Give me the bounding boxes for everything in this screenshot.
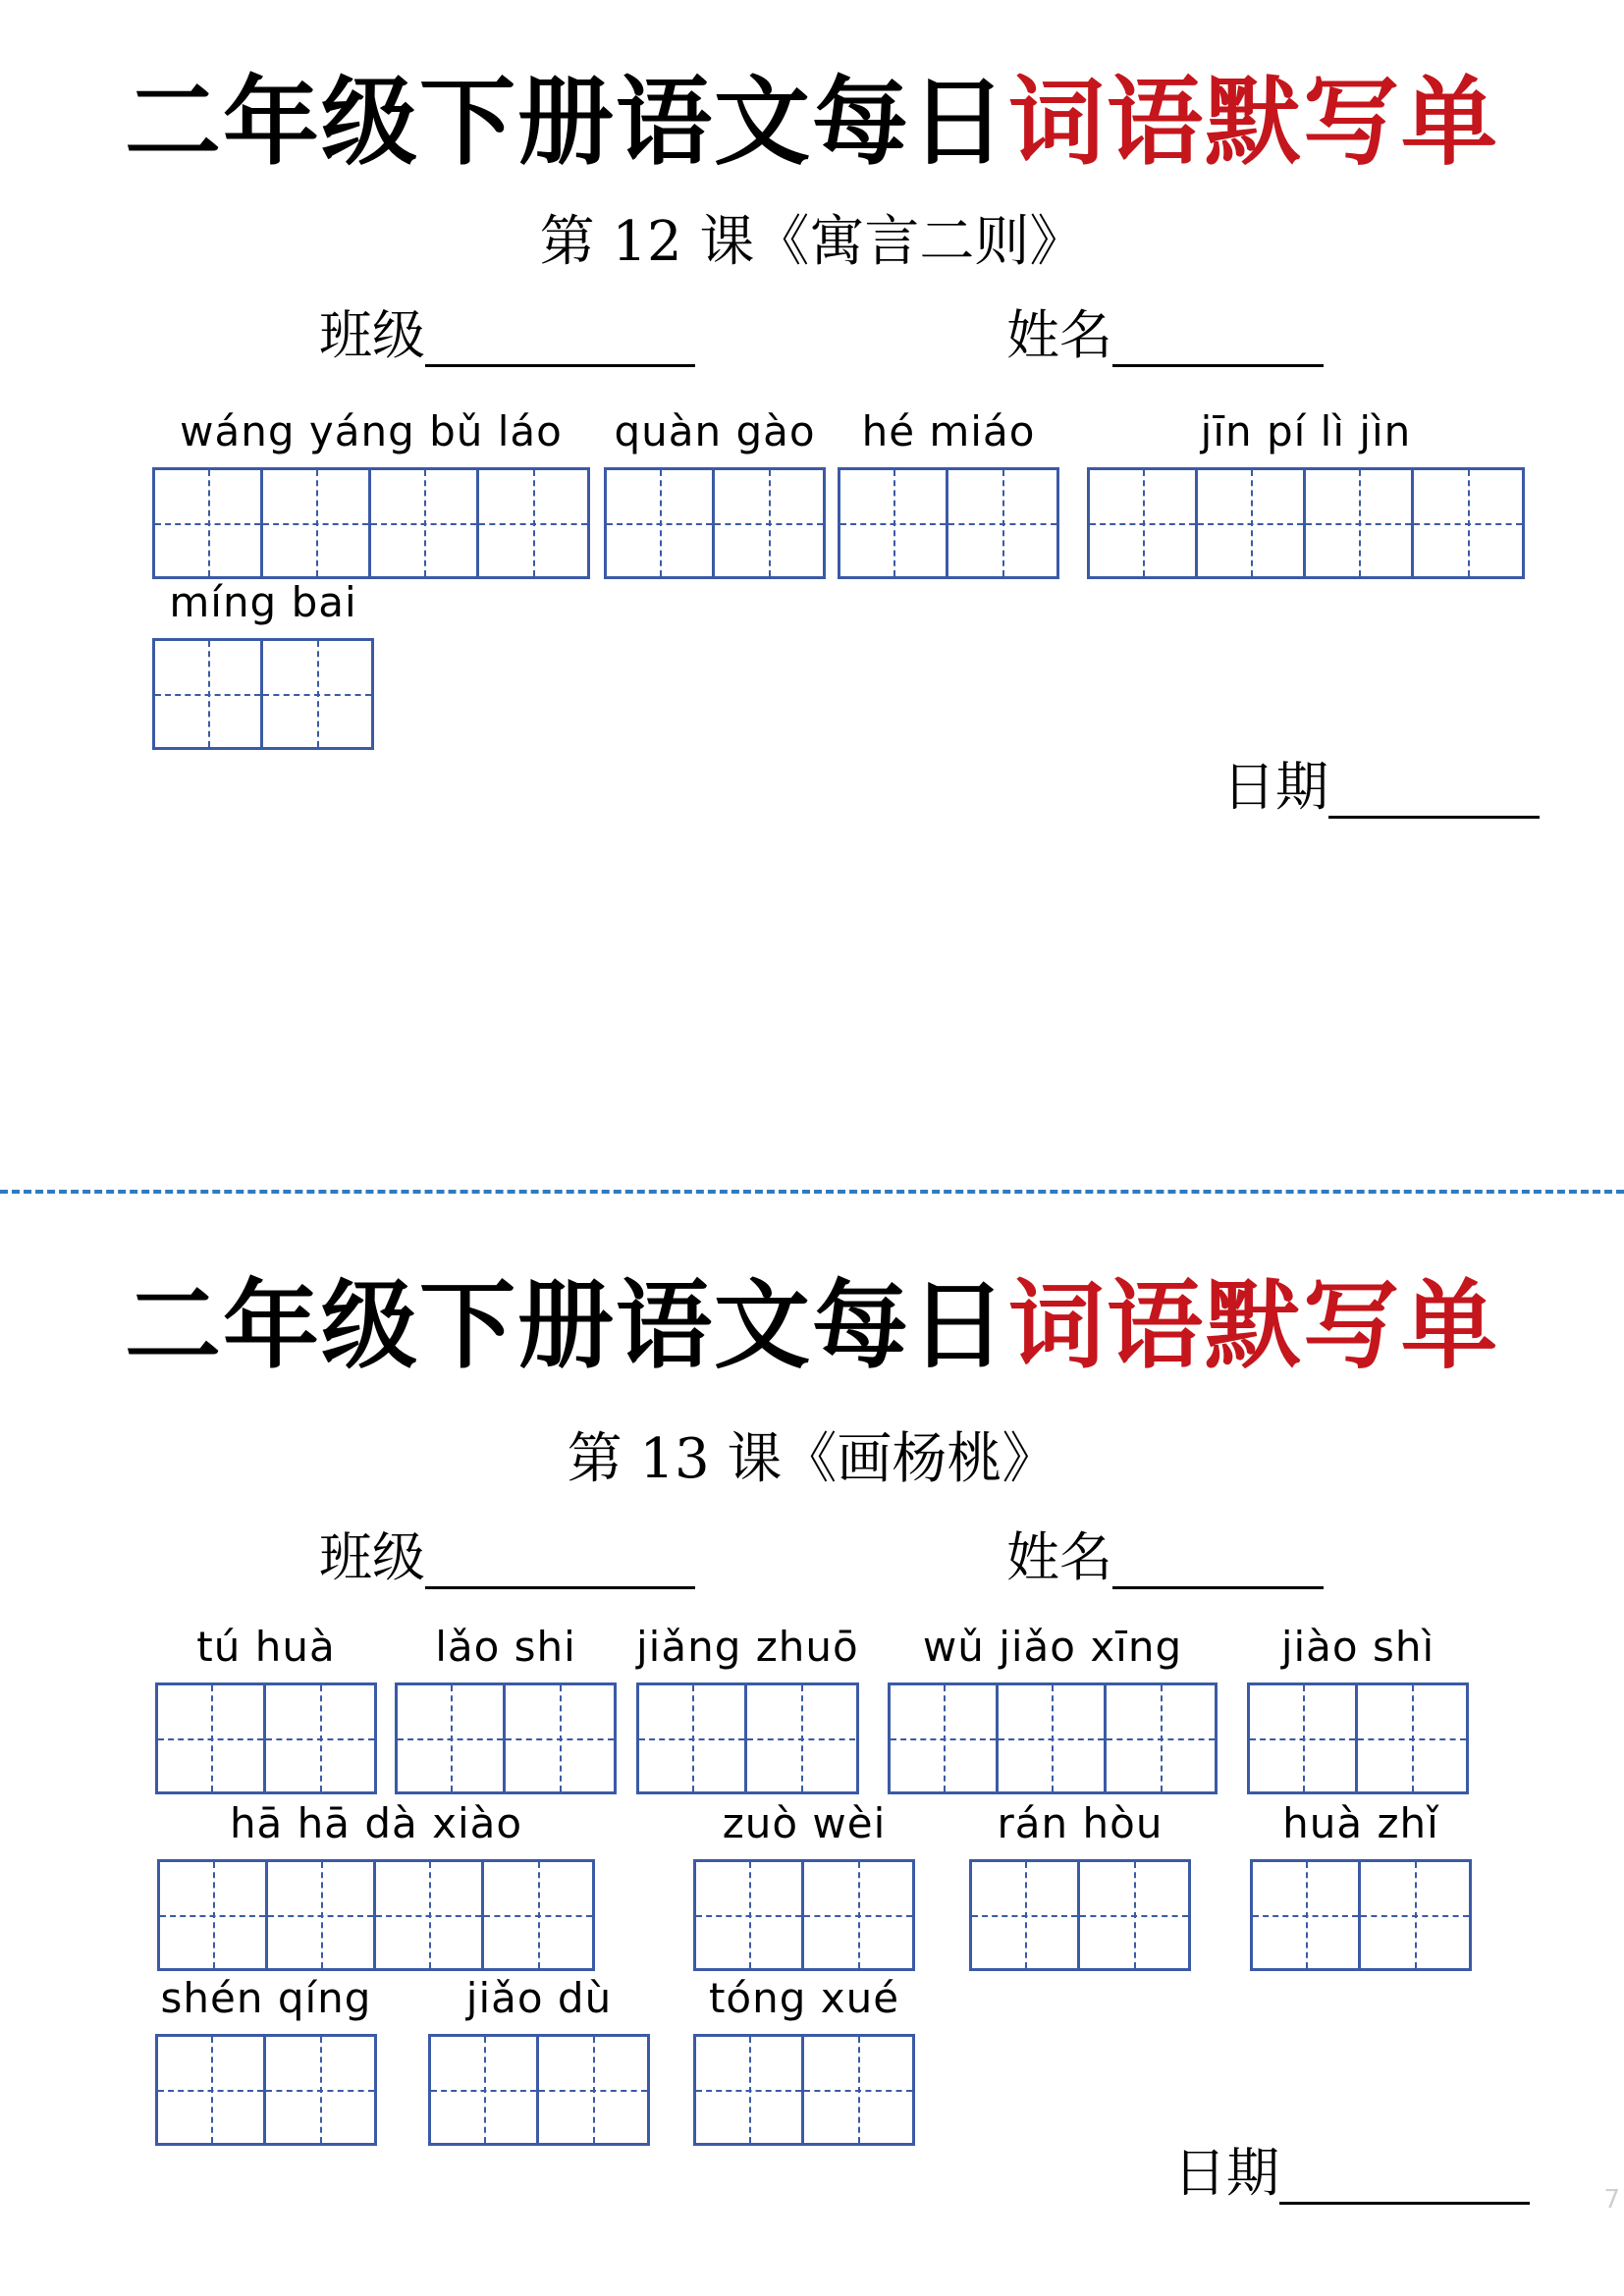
writing-grid[interactable] <box>604 467 826 579</box>
writing-cell[interactable] <box>607 470 715 576</box>
writing-cell[interactable] <box>1414 470 1522 576</box>
sheet2-date-field[interactable] <box>1173 2142 1530 2205</box>
sheet2-class-blank[interactable] <box>425 1537 695 1589</box>
sheet2-word-12 <box>693 1971 915 2146</box>
sheet1-title-red: 词语默写单 <box>1008 67 1500 179</box>
sheet1-title-black: 二年级下册语文每日 <box>124 67 1008 179</box>
pinyin-label: jiào shì <box>1280 1623 1435 1671</box>
sheet2-title-red: 词语默写单 <box>1008 1270 1500 1382</box>
writing-cell[interactable] <box>1253 1862 1361 1968</box>
writing-cell[interactable] <box>1306 470 1414 576</box>
writing-cell[interactable] <box>158 2037 266 2143</box>
page-number: 7 <box>1603 2185 1620 2215</box>
pinyin-label: jiǎng zhuō <box>636 1623 859 1671</box>
sheet2-word-10 <box>155 1971 377 2146</box>
sheet1-class-blank[interactable] <box>425 315 695 367</box>
writing-cell[interactable] <box>398 1685 506 1791</box>
sheet1-date-blank[interactable] <box>1328 767 1540 819</box>
writing-cell[interactable] <box>263 470 371 576</box>
sheet1-class-field[interactable] <box>319 304 695 367</box>
writing-cell[interactable] <box>1361 1862 1469 1968</box>
writing-grid[interactable] <box>1250 1859 1472 1971</box>
sheet1-class-label: 班级 <box>319 304 425 366</box>
writing-cell[interactable] <box>696 1862 804 1968</box>
writing-grid[interactable] <box>838 467 1059 579</box>
sheet2-word-9 <box>1250 1796 1472 1971</box>
sheet2-word-1 <box>155 1620 377 1794</box>
sheet1-word-5 <box>152 575 374 750</box>
writing-grid[interactable] <box>157 1859 595 1971</box>
sheet2-word-7 <box>693 1796 915 1971</box>
pinyin-label: quàn gào <box>614 407 816 455</box>
pinyin-label: hé miáo <box>861 407 1036 455</box>
sheet2-date-label: 日期 <box>1173 2142 1279 2204</box>
sheet2-name-blank[interactable] <box>1112 1537 1324 1589</box>
sheet2-date-blank[interactable] <box>1279 2153 1530 2205</box>
sheet1-date-field[interactable] <box>1222 756 1540 819</box>
sheet1-word-1 <box>152 404 590 579</box>
writing-grid[interactable] <box>155 1682 377 1794</box>
sheet2-class-field[interactable] <box>319 1526 695 1589</box>
sheet2-word-5 <box>1247 1620 1469 1794</box>
sheet2-word-3 <box>636 1620 859 1794</box>
writing-grid[interactable] <box>888 1682 1218 1794</box>
writing-cell[interactable] <box>155 470 263 576</box>
writing-cell[interactable] <box>506 1685 614 1791</box>
sheet2-word-6 <box>157 1796 595 1971</box>
sheet2-word-8 <box>969 1796 1191 1971</box>
writing-cell[interactable] <box>715 470 823 576</box>
sheet1-name-label: 姓名 <box>1006 304 1112 366</box>
sheet2-class-label: 班级 <box>319 1526 425 1588</box>
writing-cell[interactable] <box>696 2037 804 2143</box>
writing-cell[interactable] <box>639 1685 747 1791</box>
pinyin-label: huà zhǐ <box>1282 1799 1439 1847</box>
writing-cell[interactable] <box>840 470 948 576</box>
sheet1-name-field[interactable] <box>1006 304 1324 367</box>
writing-cell[interactable] <box>266 1685 374 1791</box>
writing-cell[interactable] <box>1250 1685 1358 1791</box>
sheet2-word-11 <box>428 1971 650 2146</box>
sheet2-title-black: 二年级下册语文每日 <box>124 1270 1008 1382</box>
writing-grid[interactable] <box>969 1859 1191 1971</box>
writing-grid[interactable] <box>1087 467 1525 579</box>
pinyin-label: lǎo shi <box>435 1623 576 1671</box>
writing-cell[interactable] <box>484 1862 592 1968</box>
pinyin-label: míng bai <box>169 578 357 626</box>
writing-cell[interactable] <box>891 1685 999 1791</box>
sheet2-name-field[interactable] <box>1006 1526 1324 1589</box>
sheet1-word-4 <box>1087 404 1525 579</box>
pinyin-label: wǔ jiǎo xīng <box>922 1623 1183 1671</box>
sheet2-title <box>0 1272 1624 1380</box>
writing-cell[interactable] <box>804 2037 912 2143</box>
pinyin-label: hā hā dà xiào <box>229 1799 523 1847</box>
pinyin-label: wáng yáng bǔ láo <box>180 407 563 455</box>
writing-cell[interactable] <box>948 470 1056 576</box>
writing-grid[interactable] <box>693 2034 915 2146</box>
writing-cell[interactable] <box>268 1862 376 1968</box>
writing-cell[interactable] <box>160 1862 268 1968</box>
writing-grid[interactable] <box>152 638 374 750</box>
writing-grid[interactable] <box>428 2034 650 2146</box>
pinyin-label: jīn pí lì jìn <box>1200 407 1412 455</box>
writing-cell[interactable] <box>158 1685 266 1791</box>
writing-grid[interactable] <box>1247 1682 1469 1794</box>
writing-cell[interactable] <box>1358 1685 1466 1791</box>
writing-grid[interactable] <box>693 1859 915 1971</box>
sheet1-lesson-title: 第 12 课《寓言二则》 <box>539 210 1085 274</box>
writing-cell[interactable] <box>376 1862 484 1968</box>
sheet2-lesson-title: 第 13 课《画杨桃》 <box>567 1427 1057 1491</box>
writing-cell[interactable] <box>266 2037 374 2143</box>
writing-cell[interactable] <box>539 2037 647 2143</box>
pinyin-label: shén qíng <box>160 1974 372 2022</box>
sheet2-word-2 <box>395 1620 617 1794</box>
pinyin-label: rán hòu <box>997 1799 1164 1847</box>
pinyin-label: jiǎo dù <box>465 1974 613 2022</box>
sheet1-date-label: 日期 <box>1222 756 1328 818</box>
sheet2-word-4 <box>888 1620 1218 1794</box>
writing-cell[interactable] <box>371 470 479 576</box>
sheet1-name-blank[interactable] <box>1112 315 1324 367</box>
sheet1-title <box>0 69 1624 177</box>
writing-grid[interactable] <box>152 467 590 579</box>
sheet1-word-3 <box>838 404 1059 579</box>
writing-cell[interactable] <box>1198 470 1306 576</box>
writing-cell[interactable] <box>804 1862 912 1968</box>
writing-cell[interactable] <box>263 641 371 747</box>
writing-cell[interactable] <box>479 470 587 576</box>
writing-cell[interactable] <box>155 641 263 747</box>
writing-grid[interactable] <box>395 1682 617 1794</box>
writing-cell[interactable] <box>999 1685 1107 1791</box>
pinyin-label: tú huà <box>196 1623 336 1671</box>
writing-grid[interactable] <box>155 2034 377 2146</box>
writing-grid[interactable] <box>636 1682 859 1794</box>
pinyin-label: tóng xué <box>708 1974 900 2022</box>
writing-cell[interactable] <box>1090 470 1198 576</box>
sheet2-name-label: 姓名 <box>1006 1526 1112 1588</box>
writing-cell[interactable] <box>747 1685 855 1791</box>
cut-line-divider <box>0 1190 1624 1194</box>
writing-cell[interactable] <box>431 2037 539 2143</box>
writing-cell[interactable] <box>972 1862 1080 1968</box>
pinyin-label: zuò wèi <box>722 1799 887 1847</box>
sheet1-word-2 <box>604 404 826 579</box>
writing-cell[interactable] <box>1080 1862 1188 1968</box>
writing-cell[interactable] <box>1107 1685 1215 1791</box>
